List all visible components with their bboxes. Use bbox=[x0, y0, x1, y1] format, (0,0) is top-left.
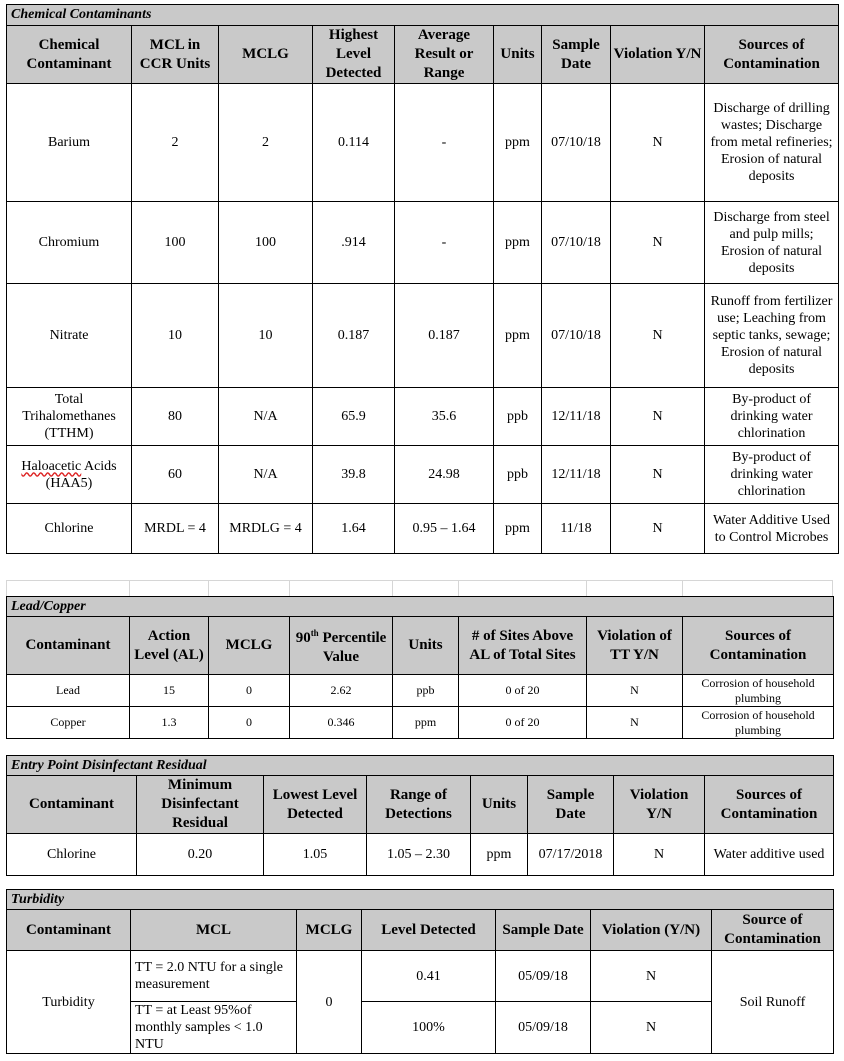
cell-average: - bbox=[395, 202, 494, 284]
cell-mcl: TT = at Least 95%of monthly samples < 1.0 NTU bbox=[131, 1002, 297, 1054]
cell-mclg: 2 bbox=[219, 84, 313, 202]
cell-source: Soil Runoff bbox=[712, 951, 834, 1054]
cell-contaminant: Nitrate bbox=[7, 284, 132, 388]
cell-contaminant: Barium bbox=[7, 84, 132, 202]
table-row bbox=[7, 84, 839, 202]
cell-violation: N bbox=[611, 504, 705, 554]
col-contaminant: Contaminant bbox=[7, 776, 137, 834]
cell-date: 07/10/18 bbox=[542, 284, 611, 388]
chemical-contaminants-table bbox=[6, 4, 839, 554]
cell-violation: N bbox=[611, 446, 705, 504]
cell-average: 0.187 bbox=[395, 284, 494, 388]
cell-units: ppm bbox=[494, 202, 542, 284]
cell-violation: N bbox=[591, 951, 712, 1002]
col-mclg: MCLG bbox=[219, 26, 313, 84]
cell-action-level: 1.3 bbox=[130, 707, 209, 739]
cell-mclg: N/A bbox=[219, 388, 313, 446]
cell-contaminant: Turbidity bbox=[7, 951, 131, 1054]
cell-average: 0.95 – 1.64 bbox=[395, 504, 494, 554]
cell-violation: N bbox=[611, 388, 705, 446]
col-action-level: Action Level (AL) bbox=[130, 617, 209, 675]
col-mcl-ccr: MCL in CCR Units bbox=[132, 26, 219, 84]
table-row bbox=[7, 834, 834, 876]
spacer-line bbox=[6, 580, 833, 581]
cell-units: ppb bbox=[393, 675, 459, 707]
cell-sources: Water Additive Used to Control Microbes bbox=[705, 504, 839, 554]
cell-date: 05/09/18 bbox=[496, 951, 591, 1002]
cell-sources: By-product of drinking water chlorination bbox=[705, 388, 839, 446]
cell-sources: By-product of drinking water chlorination bbox=[705, 446, 839, 504]
col-level-detected: Level Detected bbox=[362, 910, 496, 951]
turbidity-section-title: Turbidity bbox=[7, 890, 834, 910]
cell-units: ppm bbox=[494, 284, 542, 388]
cell-highest: 1.64 bbox=[313, 504, 395, 554]
cell-units: ppm bbox=[393, 707, 459, 739]
cell-mcl: 100 bbox=[132, 202, 219, 284]
cell-contaminant: Copper bbox=[7, 707, 130, 739]
col-contaminant: Contaminant bbox=[7, 617, 130, 675]
cell-sites: 0 of 20 bbox=[459, 675, 587, 707]
col-range: Range of Detections bbox=[367, 776, 471, 834]
header-text: 90th Percentile Value bbox=[295, 628, 387, 665]
table-row bbox=[7, 1002, 834, 1054]
cell-sites: 0 of 20 bbox=[459, 707, 587, 739]
cell-action-level: 15 bbox=[130, 675, 209, 707]
cell-average: 24.98 bbox=[395, 446, 494, 504]
cell-date: 07/10/18 bbox=[542, 202, 611, 284]
table-row bbox=[7, 284, 839, 388]
cell-average: - bbox=[395, 84, 494, 202]
cell-sources: Discharge of drilling wastes; Discharge from metal refineries; Erosion of natural deposits bbox=[705, 84, 839, 202]
cell-sources: Water additive used bbox=[705, 834, 834, 876]
col-highest-level: Highest Level Detected bbox=[313, 26, 395, 84]
cell-contaminant: Haloacetic Acids (HAA5) bbox=[7, 446, 132, 504]
cell-lowest-level: 1.05 bbox=[264, 834, 367, 876]
cell-mclg: MRDLG = 4 bbox=[219, 504, 313, 554]
col-violation: Violation (Y/N) bbox=[591, 910, 712, 951]
cell-units: ppb bbox=[494, 446, 542, 504]
col-units: Units bbox=[471, 776, 528, 834]
cell-sources: Discharge from steel and pulp mills; Erosion of natural deposits bbox=[705, 202, 839, 284]
col-units: Units bbox=[393, 617, 459, 675]
table-row bbox=[7, 202, 839, 284]
turbidity-table bbox=[6, 889, 834, 1054]
table-row bbox=[7, 675, 834, 707]
cell-percentile: 2.62 bbox=[290, 675, 393, 707]
cell-average: 35.6 bbox=[395, 388, 494, 446]
cell-date: 07/10/18 bbox=[542, 84, 611, 202]
cell-level: 0.41 bbox=[362, 951, 496, 1002]
col-violation: Violation Y/N bbox=[611, 26, 705, 84]
table-row bbox=[7, 707, 834, 739]
col-violation-tt: Violation of TT Y/N bbox=[587, 617, 683, 675]
cell-contaminant: Total Trihalomethanes (TTHM) bbox=[7, 388, 132, 446]
cell-highest: 65.9 bbox=[313, 388, 395, 446]
cell-mclg: 100 bbox=[219, 202, 313, 284]
col-sample-date: Sample Date bbox=[496, 910, 591, 951]
cell-level: 100% bbox=[362, 1002, 496, 1054]
spellcheck-word: Haloacetic bbox=[21, 458, 82, 474]
entry-section-title: Entry Point Disinfectant Residual bbox=[7, 756, 834, 776]
cell-mcl: MRDL = 4 bbox=[132, 504, 219, 554]
col-mclg: MCLG bbox=[209, 617, 290, 675]
table-row bbox=[7, 504, 839, 554]
cell-highest: .914 bbox=[313, 202, 395, 284]
cell-date: 12/11/18 bbox=[542, 446, 611, 504]
cell-sources: Corrosion of household plumbing bbox=[683, 675, 834, 707]
col-sources: Sources of Contamination bbox=[705, 26, 839, 84]
cell-units: ppm bbox=[471, 834, 528, 876]
cell-date: 12/11/18 bbox=[542, 388, 611, 446]
cell-mcl: 60 bbox=[132, 446, 219, 504]
col-average-range: Average Result or Range bbox=[395, 26, 494, 84]
cell-violation: N bbox=[587, 675, 683, 707]
cell-highest: 0.187 bbox=[313, 284, 395, 388]
cell-date: 07/17/2018 bbox=[528, 834, 614, 876]
cell-violation: N bbox=[591, 1002, 712, 1054]
cell-mclg: 10 bbox=[219, 284, 313, 388]
cell-mcl: TT = 2.0 NTU for a single measurement bbox=[131, 951, 297, 1002]
col-mcl: MCL bbox=[131, 910, 297, 951]
cell-contaminant: Lead bbox=[7, 675, 130, 707]
cell-units: ppb bbox=[494, 388, 542, 446]
cell-mclg: N/A bbox=[219, 446, 313, 504]
col-sites-above-al: # of Sites Above AL of Total Sites bbox=[459, 617, 587, 675]
col-sources: Sources of Contamination bbox=[683, 617, 834, 675]
cell-violation: N bbox=[614, 834, 705, 876]
cell-sources: Runoff from fertilizer use; Leaching from septic tanks, sewage; Erosion of natural deposits bbox=[705, 284, 839, 388]
spacer-grid bbox=[6, 580, 833, 596]
col-violation: Violation Y/N bbox=[614, 776, 705, 834]
table-row bbox=[7, 446, 839, 504]
cell-violation: N bbox=[611, 202, 705, 284]
cell-mclg: 0 bbox=[297, 951, 362, 1054]
cell-contaminant: Chlorine bbox=[7, 504, 132, 554]
cell-mclg: 0 bbox=[209, 675, 290, 707]
cell-violation: N bbox=[611, 84, 705, 202]
cell-contaminant: Chlorine bbox=[7, 834, 137, 876]
col-lowest-level: Lowest Level Detected bbox=[264, 776, 367, 834]
cell-date: 11/18 bbox=[542, 504, 611, 554]
cell-contaminant: Chromium bbox=[7, 202, 132, 284]
cell-units: ppm bbox=[494, 84, 542, 202]
cell-violation: N bbox=[587, 707, 683, 739]
col-90th-percentile bbox=[290, 617, 393, 675]
col-sample-date: Sample Date bbox=[542, 26, 611, 84]
cell-mclg: 0 bbox=[209, 707, 290, 739]
col-sources: Sources of Contamination bbox=[705, 776, 834, 834]
cell-min-residual: 0.20 bbox=[137, 834, 264, 876]
col-source: Source of Contamination bbox=[712, 910, 834, 951]
cell-mcl: 10 bbox=[132, 284, 219, 388]
col-units: Units bbox=[494, 26, 542, 84]
cell-highest: 39.8 bbox=[313, 446, 395, 504]
col-chemical-contaminant: Chemical Contaminant bbox=[7, 26, 132, 84]
cell-highest: 0.114 bbox=[313, 84, 395, 202]
chemical-section-title: Chemical Contaminants bbox=[7, 5, 839, 26]
lead-copper-table bbox=[6, 596, 834, 739]
col-mclg: MCLG bbox=[297, 910, 362, 951]
cell-date: 05/09/18 bbox=[496, 1002, 591, 1054]
cell-mcl: 80 bbox=[132, 388, 219, 446]
cell-violation: N bbox=[611, 284, 705, 388]
cell-units: ppm bbox=[494, 504, 542, 554]
table-row bbox=[7, 951, 834, 1002]
col-contaminant: Contaminant bbox=[7, 910, 131, 951]
cell-range: 1.05 – 2.30 bbox=[367, 834, 471, 876]
entry-point-table bbox=[6, 755, 834, 876]
cell-sources: Corrosion of household plumbing bbox=[683, 707, 834, 739]
col-min-residual: Minimum Disinfectant Residual bbox=[137, 776, 264, 834]
leadcopper-section-title: Lead/Copper bbox=[7, 597, 834, 617]
table-row bbox=[7, 388, 839, 446]
cell-mcl: 2 bbox=[132, 84, 219, 202]
col-sample-date: Sample Date bbox=[528, 776, 614, 834]
cell-percentile: 0.346 bbox=[290, 707, 393, 739]
